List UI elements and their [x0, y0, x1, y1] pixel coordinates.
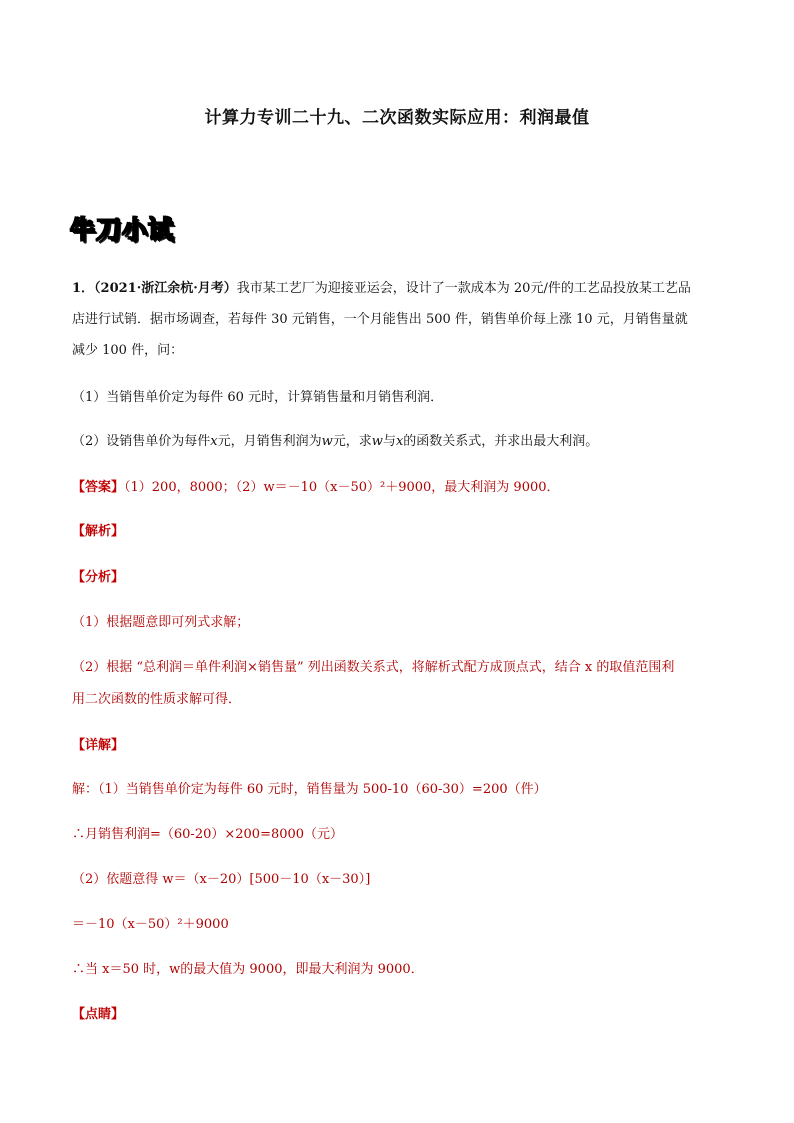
question-part-2 [72, 432, 732, 452]
detail-line-3: （2）依题意得 w＝（x－20）[500－10（x－30）] [72, 872, 371, 887]
detail-line-4: ＝－10（x－50）²＋9000 [72, 917, 229, 932]
var-w: w [321, 434, 333, 449]
var-x: x [210, 434, 218, 449]
question-text-1: 我市某工艺厂为迎接亚运会，设计了一款成本为 20元/件的工艺品投放某工艺品 [236, 281, 691, 296]
part2-text-b: 元，月销售利润为 [217, 434, 322, 449]
answer-line [72, 478, 732, 498]
question-line-1 [72, 279, 732, 299]
answer-text: （1）200，8000；（2）w＝－10（x－50）²＋9000，最大利润为 9000． [124, 480, 560, 495]
section-heading: 牛刀小试 [70, 215, 175, 244]
detail-line-1: 解：（1）当销售单价定为每件 60 元时，销售量为 500-10（60-30）=200（件） [72, 782, 547, 797]
question-source: （2021·浙江余杭·月考） [94, 281, 237, 296]
analysis-tag: 【解析】 [72, 524, 125, 539]
question-part-1: （1）当销售单价定为每件 60 元时，计算销售量和月销售利润． [72, 390, 444, 405]
fenxi-line-2a: （2）根据 “总利润＝单件利润×销售量” 列出函数关系式，将解析式配方成顶点式，结合 x 的取值范围利 [72, 660, 675, 675]
detail-line-2: ∴月销售利润=（60-20）×200=8000（元） [72, 827, 344, 842]
part2-text-d: 与 [382, 434, 396, 449]
detail-tag: 【详解】 [72, 738, 125, 753]
question-line-3: 减少 100 件，问： [72, 343, 184, 358]
detail-heading [72, 736, 732, 756]
question-line-2: 店进行试销．据市场调查，若每件 30 元销售，一个月能售出 500 件，销售单价每上涨 10 元，月销售量就 [72, 312, 688, 327]
question-number: 1． [72, 281, 95, 296]
dianjing-heading [72, 1005, 732, 1025]
analysis-heading [72, 522, 732, 542]
var-x-2: x [395, 434, 404, 449]
fenxi-heading [72, 568, 732, 588]
part2-text-c: 元，求 [332, 434, 372, 449]
detail-line-5: ∴当 x＝50 时，w的最大值为 9000，即最大利润为 9000． [72, 962, 424, 977]
part2-text-a: （2）设销售单价为每件 [72, 434, 211, 449]
fenxi-line-2b: 用二次函数的性质求解可得． [72, 692, 242, 707]
part2-text-e: 的函数关系式，并求出最大利润。 [403, 434, 599, 449]
page-title: 计算力专训二十九、二次函数实际应用：利润最值 [204, 108, 590, 128]
answer-tag: 【答案】 [72, 480, 125, 495]
dianjing-tag: 【点睛】 [72, 1007, 125, 1022]
fenxi-tag: 【分析】 [72, 570, 125, 585]
var-w-2: w [371, 434, 383, 449]
fenxi-line-1: （1）根据题意即可列式求解； [72, 615, 250, 630]
